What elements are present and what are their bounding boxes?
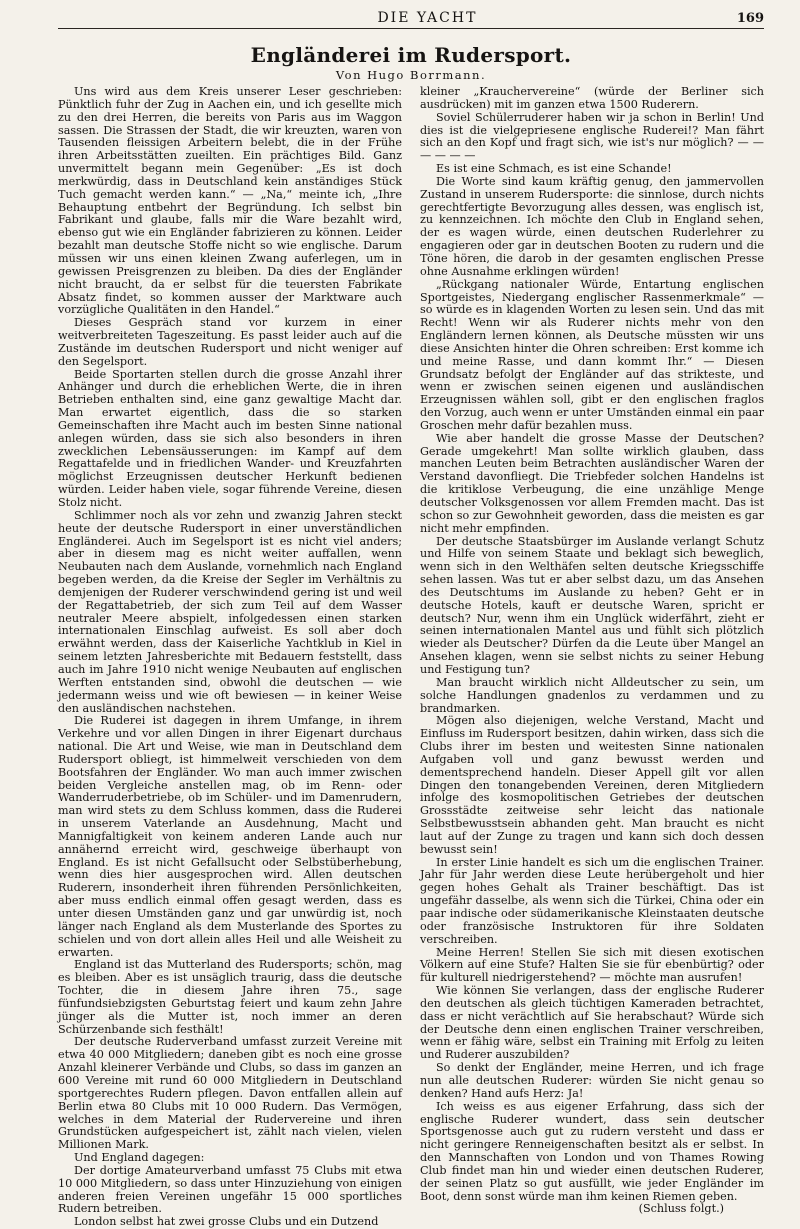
paragraph: Der dortige Amateurverband umfasst 75 Clubs mit etwa 10 000 Mitgliedern, so dass unter Hinzuziehung von einigen anderen freien Vereinen ungefähr 15 000 sportliches Rudern betreiben. [58, 1163, 402, 1216]
paragraph: Dieses Gespräch stand vor kurzem in einer weitverbreiteten Tageszeitung. Es passt leider auch auf die Zustände im deutschen Rudersport und nicht weniger auf den Segelsport. [58, 316, 402, 368]
paragraph: Beide Sportarten stellen durch die grosse Anzahl ihrer Anhänger und durch die erheblichen Werte, die in ihren Betrieben enthalten sind, eine ganz gewaltige Macht dar. Man erwartet eigentlich, dass die so starken Gemeinschaften ihre Macht auch im besten Sinne national anlegen würden, dass sie sich also besonders in ihren zwecklichen Lebensäusserungen: im Kampf auf dem Regattafelde und in friedlichen Wander- und Kreuzfahrten möglichst Erzeugnissen deutscher Herkunft bedienen würden. Leider haben viele, sogar führende Vereine, diesen Stolz nicht. [58, 367, 402, 509]
article-title: Engländerei im Rudersport. [250, 43, 572, 67]
left-column [58, 86, 402, 1229]
article-header [58, 43, 764, 82]
right-column [420, 86, 764, 1229]
sign-off: (Schluss folgt.) [638, 1202, 724, 1216]
paragraph: Der deutsche Ruderverband umfasst zurzeit Vereine mit etwa 40 000 Mitgliedern; daneben gibt es noch eine grosse Anzahl kleinerer Verbände und Clubs, so dass im ganzen an 600 Vereine mit rund 60 000 Mitgliedern in Deutschland sportgerechtes Rudern pflegen. Davon entfallen allein auf Berlin etwa 80 Clubs mit 10 000 Rudern. Das Vermögen, welches in dem Material der Rudervereine und ihren Grundstücken aufgespeichert ist, zählt nach vielen, vielen Millionen Mark. [58, 1035, 402, 1152]
paragraph: Und England dagegen: [74, 1151, 205, 1165]
paragraph: Meine Herren! Stellen Sie sich mit diesen exotischen Völkern auf eine Stufe? Halten Sie sie für ebenbürtig? oder für kulturell niedrigerstehend? — möchte man ausrufen! [420, 945, 764, 985]
paragraph: So denkt der Engländer, meine Herren, und ich frage nun alle deutschen Ruderer: würden Sie nicht genau so denken? Hand aufs Herz: Ja! [420, 1061, 764, 1100]
paragraph: Wie aber handelt die grosse Masse der Deutschen? Gerade umgekehrt! Man sollte wirklich glauben, dass manchen Leuten beim Betrachten ausländischer Waren der Verstand davonfliegt. Die Triebfeder solchen Handelns ist die kritiklose Verbeugung, die eine unzählige Menge deutscher Volksgenossen vor allem Fremden macht. Das ist schon so zur Gewohnheit geworden, dass die meisten es gar nicht mehr empfinden. [420, 431, 764, 535]
journal-title: DIE YACHT [377, 10, 478, 26]
article-byline: Von Hugo Borrmann. [335, 68, 487, 82]
paragraph: Schlimmer noch als vor zehn und zwanzig Jahren steckt heute der deutsche Rudersport in einer unverständlichen Engländerei. Auch im Segelsport ist es nicht viel anders; aber in diesem mag es nicht weiter auffallen, wenn Neubauten nach dem Auslande, vornehmlich nach England begeben werden, da die Kreise der Segler im Verhältnis zu demjenigen der Ruderer verschwindend gering ist und weil der Regattabetrieb, der sich zum Teil auf dem Wasser neutraler Meere abspielt, infolgedessen einen starken internationalen Einschlag aufweist. Es soll aber doch erwähnt werden, dass der Kaiserliche Yachtklub in Kiel in seinem letzten Jahresberichte mit Bedauern feststellt, dass auch im Jahre 1910 nicht wenige Neubauten auf englischen Werften entstanden sind, obwohl die deutschen — wie jedermann weiss und wie oft bewiesen — in keiner Weise den ausländischen nachstehen. [58, 508, 402, 715]
paragraph: Es ist eine Schmach, es ist eine Schande! [436, 162, 672, 176]
paragraph: Soviel Schülerruderer haben wir ja schon in Berlin! Und dies ist die vielgepriesene englische Ruderei!? Man fährt sich an den Kopf und fragt sich, wie ist's nur möglich? — — — — — — [420, 110, 764, 163]
paragraph: Die Worte sind kaum kräftig genug, den jammervollen Zustand in unserem Rudersporte: die sinnlose, durch nichts gerechtfertigte Bevorzugung alles dessen, was englisch ist, zu kennzeichnen. Ich möchte den Club in England sehen, der es wagen würde, einen deutschen Ruderlehrer zu engagieren oder gar in deutschen Booten zu rudern und die Töne hören, die darob in der gesamten englischen Presse ohne Ausnahme erklingen würden! [420, 174, 764, 278]
paragraph: Ich weiss es aus eigener Erfahrung, dass sich der englische Ruderer wundert, dass sein deutscher Sportsgenosse auch gut zu rudern versteht und dass er nicht geringere Renneigenschaften besitzt als er selbst. In den Mannschaften von London und von Thames Rowing Club findet man hin und wieder einen deutschen Ruderer, der seinen Platz so gut ausfüllt, wie jeder Engländer im Boot, denn sonst würde man ihm keinen Riemen geben. [420, 1099, 764, 1203]
running-head [58, 10, 764, 29]
paragraph: „Rückgang nationaler Würde, Entartung englischen Sportgeistes, Niedergang englischer Rassenmerkmale“ — so würde es in klagenden Worten zu lesen sein. Und das mit Recht! Wenn wir als Ruderer nichts mehr von den Engländern lernen können, als Deutsche müssten wir uns diese Ansichten hinter die Ohren schreiben: Erst komme ich und meine Rasse, und dann kommt Ihr.“ — Diesen Grundsatz befolgt der Engländer auf das strikteste, und wenn er zwischen seinen eigenen und ausländischen Erzeugnissen wählen soll, gibt er den englischen fraglos den Vorzug, auch wenn er unter Umständen einmal ein paar Groschen mehr dafür bezahlen muss. [420, 277, 764, 432]
paragraph: England ist das Mutterland des Rudersports; schön, mag es bleiben. Aber es ist unsäglich traurig, dass die deutsche Tochter, die in diesem Jahre ihren 75., sage fünfundsiebzigsten Geburtstag feiert und kaum zehn Jahre jünger als die Mutter ist, noch immer an deren Schürzenbande sich festhält! [58, 958, 402, 1036]
paragraph: Der deutsche Staatsbürger im Auslande verlangt Schutz und Hilfe von seinem Staate und beklagt sich beweglich, wenn sich in den Welthäfen selten deutsche Kriegsschiffe sehen lassen. Was tut er aber selbst dazu, um das Ansehen des Deutschtums im Auslande zu heben? Geht er in deutsche Hotels, kauft er deutsche Waren, spricht er deutsch? Nur, wenn ihm ein Unglück widerfährt, zieht er seinen internationalen Mantel aus und fühlt sich plötzlich wieder als Deutscher? Dürfen da die Leute über Mangel an Ansehen klagen, wenn sie selbst nichts zu seiner Hebung und Festigung tun? [420, 534, 764, 676]
paragraph: Man braucht wirklich nicht Alldeutscher zu sein, um solche Handlungen gnadenlos zu verdammen und zu brandmarken. [420, 675, 764, 715]
paragraph: London selbst hat zwei grosse Clubs und ein Dutzend [74, 1215, 379, 1229]
paragraph: Uns wird aus dem Kreis unserer Leser geschrieben: Pünktlich fuhr der Zug in Aachen ein, und ich gesellte mich zu den drei Herren, die bereits von Paris aus im Waggon sassen. Die Strassen der Stadt, die wir kreuzten, waren von Tausenden fleissigen Arbeitern belebt, die in der Frühe ihren Arbeitsstätten zueilten. Ein prächtiges Bild. Ganz unvermittelt begann mein Gegenüber: „Es ist doch merkwürdig, dass in Deutschland kein anständiges Stück Tuch gemacht werden kann.“ — „Na,“ meinte ich, „Ihre Behauptung entbehrt der Begründung. Ich selbst bin Fabrikant und glaube, falls mir die Ware bezahlt wird, ebenso gut wie ein Engländer fabrizieren zu können. Leider bezahlt man deutsche Stoffe nicht so wie englische. Darum müssen wir uns einen kleinen Zwang auferlegen, um in gewissen Preisgrenzen zu bleiben. Da dies der Engländer nicht braucht, da er selbst für die teuersten Fabrikate Absatz findet, so kommen ausser der Marktware auch vorzügliche Qualitäten in den Handel.“ [58, 85, 402, 317]
paragraph: In erster Linie handelt es sich um die englischen Trainer. Jahr für Jahr werden diese Leute herübergeholt und hier gegen hohes Gehalt als Trainer beschäftigt. Das ist ungefähr dasselbe, als wenn sich die Türkei, China oder ein paar indische oder südamerikanische Kleinstaaten deutsche oder französische Instruktoren für ihre Soldaten verschreiben. [420, 855, 764, 946]
page-number: 169 [736, 11, 764, 26]
paragraph: Wie können Sie verlangen, dass der englische Ruderer den deutschen als gleich tüchtigen Kameraden betrachtet, dass er nicht verächtlich auf Sie herabschaut? Würde sich der Deutsche denn einen englischen Trainer verschreiben, wenn er fähig wäre, selbst ein Training mit Erfolg zu leiten und Ruderer auszubilden? [420, 984, 764, 1062]
paragraph: Mögen also diejenigen, welche Verstand, Macht und Einfluss im Rudersport besitzen, dahin wirken, dass sich die Clubs ihrer im besten und weitesten Sinne nationalen Aufgaben voll und ganz bewusst werden und dementsprechend handeln. Dieser Appell gilt vor allen Dingen den tonangebenden Vereinen, deren Mitgliedern infolge des kosmopolitischen Getriebes der deutschen Grossstädte zeitweise sehr leicht das nationale Selbstbewusstsein abhanden geht. Man braucht es nicht laut auf der Zunge zu tragen und kann sich doch dessen bewusst sein! [420, 714, 764, 856]
paragraph: kleiner „Krauchervereine“ (würde der Berliner sich ausdrücken) mit im ganzen etwa 1500 Ruderern. [420, 85, 764, 111]
paragraph: Die Ruderei ist dagegen in ihrem Umfange, in ihrem Verkehre und vor allen Dingen in ihrer Eigenart durchaus national. Die Art und Weise, wie man in Deutschland dem Rudersport obliegt, ist himmelweit verschieden von dem Bootsfahren der Engländer. Wo man auch immer zwischen beiden Vergleiche anstellen mag, ob im Renn- oder Wanderruderbetriebe, ob im Schüler- und im Damenrudern, man wird stets zu dem Schluss kommen, dass die Ruderei in unserem Vaterlande an Ausdehnung, Macht und Mannigfaltigkeit von keinem anderen Lande auch nur annähernd erreicht wird, geschweige überhaupt von England. Es ist nicht Gefallsucht oder Selbstüberhebung, wenn dies hier ausgesprochen wird. Allen deutschen Ruderern, insonderheit ihren führenden Persönlichkeiten, aber muss endlich einmal offen gesagt werden, dass es unter diesen Umständen ganz und gar unwürdig ist, noch länger nach England als dem Musterlande des Sportes zu schielen und von dort allein alles Heil und alle Weisheit zu erwarten. [58, 714, 402, 959]
article-body [58, 86, 764, 1229]
